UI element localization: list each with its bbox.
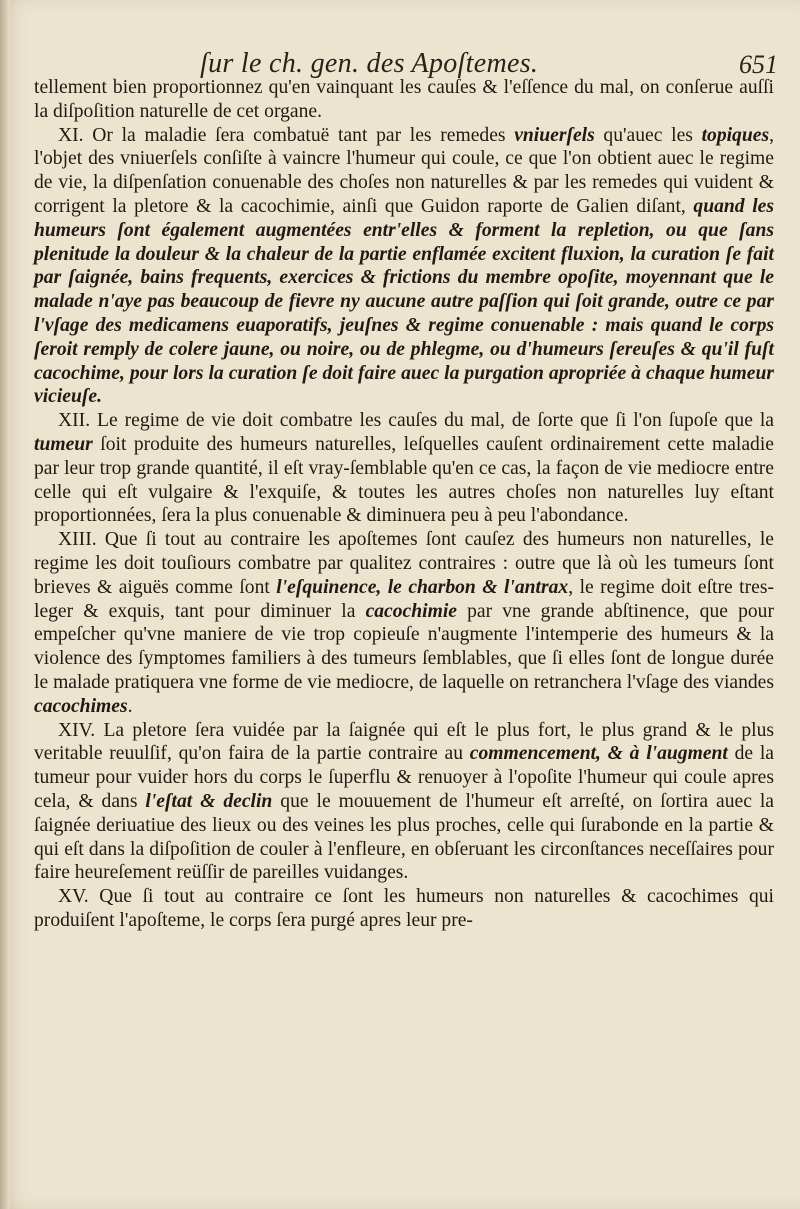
italic-run: vniuerſels [514, 124, 595, 146]
text-run: par vne grande abſtinence, que pour empeſcher qu'vne maniere de vie trop copieuſe n'augmente l'intemperie des humeurs & la violence des ſymptomes familiers à des tumeurs ſemblables, que ſi elles ſont de longue durée le malade pratiquera vne forme de vie mediocre, de laquelle on retranchera l'vſage des viandes [34, 600, 774, 693]
section-number: XII. [58, 410, 91, 432]
italic-run: cacochimie [365, 600, 457, 622]
italic-run: commencement, & à l'augment [469, 743, 728, 765]
page-number: 651 [739, 50, 778, 79]
section-number: XIII. [58, 529, 97, 551]
paragraph [34, 76, 774, 124]
section-number: XV. [58, 886, 89, 908]
text-run: tellement bien proportionnez qu'en vainquant les cauſes & l'eſſence du mal, on conſerue auſſi la diſpoſition naturelle de cet organe. [34, 77, 774, 122]
text-run: que le mouuement de l'humeur eſt arreſté, on ſortira auec la ſaignée deriuatiue des lieux ou des veines les plus proches, celle qui ſurabonde en la partie & qui eſt dans la diſpoſition de couler à l'enfleure, en obſeruant les circonſtances neceſſaires pour faire heureſement reüſſir de pareilles vuidanges. [34, 790, 774, 884]
text-run: Le regime de vie doit combatre les cauſes du mal, de ſorte que ſi l'on ſupoſe que la [90, 410, 774, 432]
page-gutter [0, 0, 10, 1209]
text-run: , le regime doit eſtre tres-leger & exquis, tant pour diminuer la [34, 576, 774, 622]
paragraph [34, 885, 774, 933]
text-run: Que ſi tout au contraire ce ſont les humeurs non naturelles & cacochimes qui produiſent l'apoſteme, le corps ſera purgé apres leur pre- [34, 886, 774, 931]
italic-run: topiques [701, 124, 770, 146]
paragraph [34, 124, 774, 410]
italic-run: quand les humeurs ſont également augmentées entr'elles & forment la repletion, ou que ſans plenitude la douleur & la chaleur de la partie enflamée excitent fluxion, la curation ſe fait par ſaignée, bains frequents, exercices & frictions du membre opoſite, moyennant que le malade n'aye pas beaucoup de fievre ny aucune autre paſſion qui ſoit grande, outre ce par l'vſage des medicamens euaporatifs, jeuſnes & regime conuenable : mais quand le corps ſeroit remply de colere jaune, ou noire, ou de phlegme, ou d'humeurs ſereuſes & qu'il fuſt cacochime, pour lors la curation ſe doit faire auec la purgation apropriée à chaque humeur vicieuſe. [34, 195, 774, 408]
text-run: , l'objet des vniuerſels conſiſte à vaincre l'humeur qui coule, ce que l'on obtient auec le regime de vie, la diſpenſation conuenable des choſes non naturelles & par les remedes qui vuident & corrigent la pletore & la cacochimie, ainſi que Guidon raporte de Galien diſant, [34, 124, 774, 217]
text-run: Que ſi tout au contraire les apoſtemes ſont cauſez des humeurs non naturelles, le regime les doit touſiours combatre par qualitez contraires : outre que là où les tumeurs ſont brieves & aiguës comme ſont [34, 529, 774, 598]
text-run: La pletore ſera vuidée par la ſaignée qui eſt le plus fort, le plus grand & le plus veritable reuulſif, qu'on faira de la partie contraire au [34, 719, 774, 765]
italic-run: l'eſtat & declin [145, 790, 273, 812]
italic-run: l'eſquinence, le charbon & l'antrax [276, 576, 569, 598]
paragraph [34, 719, 774, 886]
text-run: de la tumeur pour vuider hors du corps le ſuperflu & renuoyer à l'opoſite l'humeur qui coule apres cela, & dans [34, 743, 775, 812]
italic-run: tumeur [34, 433, 93, 455]
section-number: XI. [58, 124, 84, 146]
running-title: ſur le ch. gen. des Apoſtemes. [200, 48, 539, 79]
text-run: Or la maladie ſera combatuë tant par les remedes [83, 124, 515, 146]
body-text [34, 76, 774, 933]
paragraph [34, 409, 774, 528]
paragraph [34, 528, 774, 718]
text-run: . [127, 695, 133, 717]
italic-run: cacochimes [34, 695, 128, 717]
section-number: XIV. [58, 719, 96, 741]
text-run: ſoit produite des humeurs naturelles, leſquelles cauſent ordinairement cette maladie par leur trop grande quantité, il eſt vray-ſemblable qu'en ce cas, la façon de vie mediocre entre celle qui eſt vulgaire & l'exquiſe, & toutes les autres choſes non naturelles luy eſtant proportionnées, ſera la plus conuenable & diminuera peu à peu l'abondance. [34, 433, 774, 527]
text-run: qu'auec les [594, 124, 702, 146]
